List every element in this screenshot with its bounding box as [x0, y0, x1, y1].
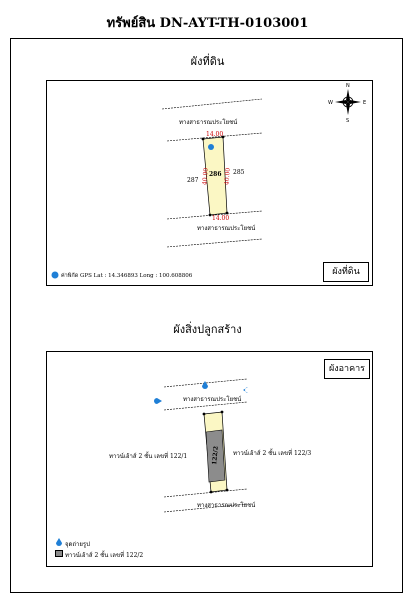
right-townhouse-label: ทาวน์เฮ้าส์ 2 ชั้น เลขที่ 122/3	[233, 450, 312, 457]
building-swatch-icon	[55, 550, 63, 557]
land-plan-drawing	[47, 81, 374, 287]
building-road-top: ทางสาธารณประโยชน์	[183, 396, 242, 403]
gps-marker-icon	[51, 271, 59, 279]
bottom-dimension: 14.00	[212, 215, 230, 222]
legend-photo-point: จุดถ่ายรูป	[65, 541, 90, 548]
side-dimension-right: 40.00	[223, 167, 232, 186]
compass-s: S	[346, 118, 350, 123]
legend-building: ทาวน์เฮ้าส์ 2 ชั้น เลขที่ 122/2	[65, 552, 144, 559]
building-legend-box: ผังอาคาร	[324, 359, 370, 379]
compass-e: E	[363, 100, 367, 106]
parcel-number: 286	[209, 171, 222, 178]
top-dimension: 14.00	[206, 131, 224, 138]
land-section-title: ผังที่ดิน	[190, 55, 225, 68]
building-section-title: ผังสิ่งปลูกสร้าง	[173, 323, 242, 336]
right-neighbor: 285	[233, 169, 245, 176]
photo-point-icon	[55, 538, 63, 547]
building-road-bottom: ทางสาธารณประโยชน์	[197, 502, 256, 509]
building-plan-panel	[46, 351, 373, 567]
land-plan-panel	[46, 80, 373, 286]
building-unit-label: 122/2	[211, 445, 220, 466]
land-legend-box: ผังที่ดิน	[323, 262, 369, 282]
land-road-bottom: ทางสาธารณประโยชน์	[197, 225, 256, 232]
location-pin-icon	[208, 144, 214, 150]
gps-coordinates: ค่าพิกัด GPS Lat : 14.346893 Long : 100.608806	[61, 273, 193, 279]
photo-point-icon	[154, 398, 162, 404]
document-title: ทรัพย์สิน DN-AYT-TH-0103001	[106, 16, 309, 31]
side-dimension-left: 40.00	[201, 167, 210, 186]
compass-w: W	[328, 100, 333, 106]
land-road-top: ทางสาธารณประโยชน์	[179, 119, 238, 126]
photo-point-icon	[243, 387, 248, 393]
left-neighbor: 287	[187, 177, 199, 184]
left-townhouse-label: ทาวน์เฮ้าส์ 2 ชั้น เลขที่ 122/1	[109, 453, 188, 460]
compass-n: N	[346, 83, 350, 89]
photo-point-icon	[202, 381, 208, 389]
